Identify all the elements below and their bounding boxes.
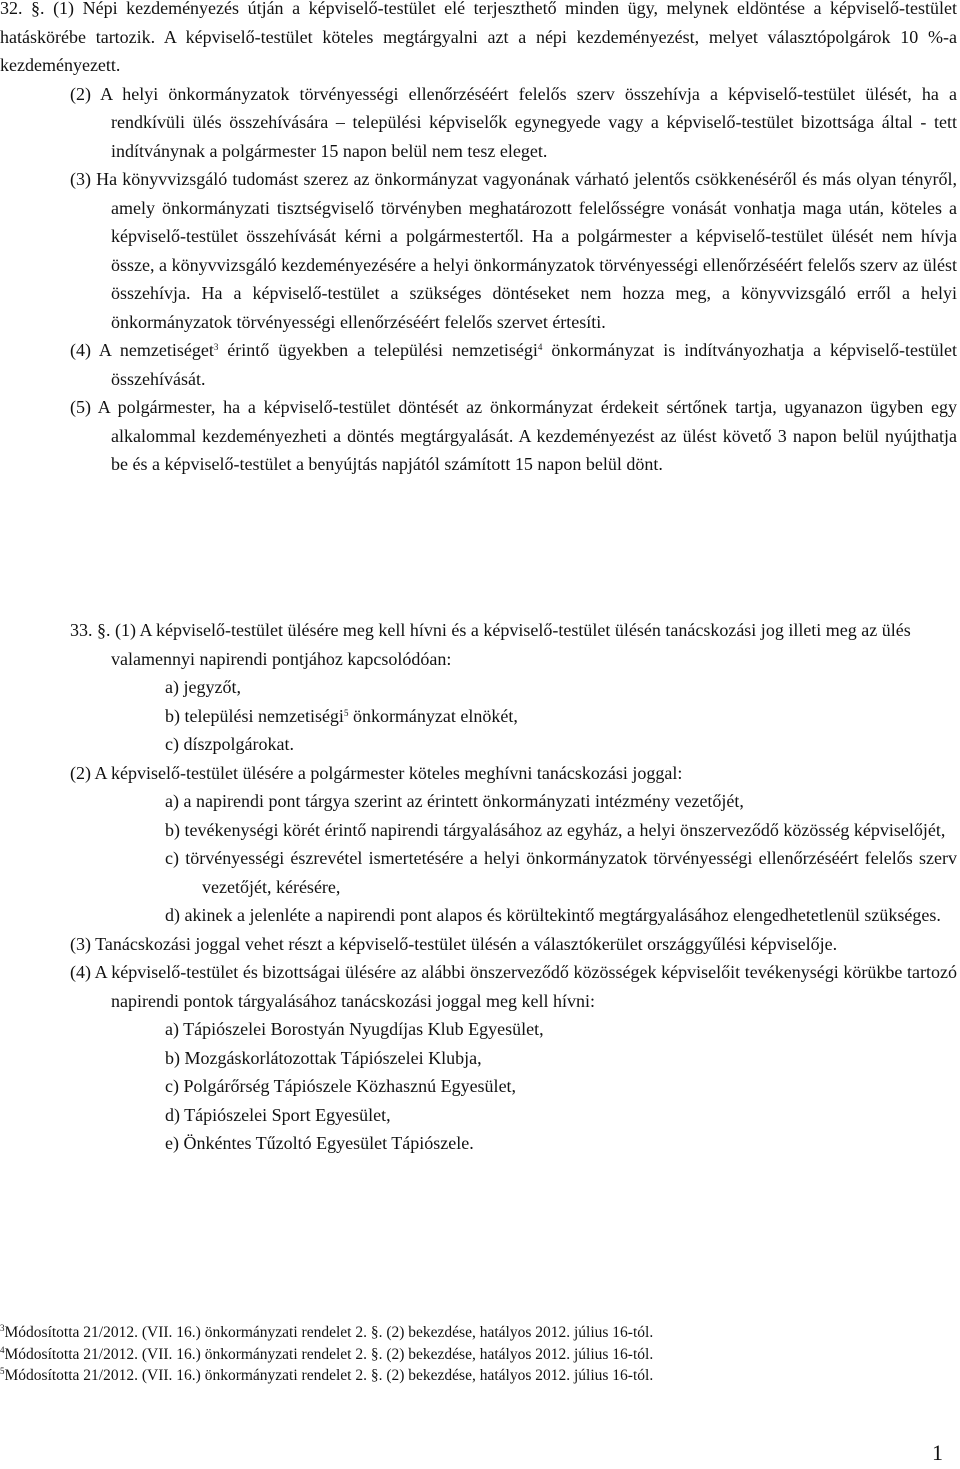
section-33-paragraph-1: 33. §. (1) A képviselő-testület ülésére meg kell hívni és a képviselő-testület ülésén tanácskozási jog illeti meg az ülés valamennyi napirendi pontjához kapcsolódóan: [70,620,911,669]
paragraph-4-text-b: érintő ügyekben a települési nemzetiségi [218,340,538,360]
footnote-text: Módosította 21/2012. (VII. 16.) önkormányzati rendelet 2. §. (2) bekezdése, hatályos 2012. július 16-tól. [4,1345,654,1363]
section-32 [0,0,957,479]
section-33-p2-item-a: a) a napirendi pont tárgya szerint az érintett önkormányzati intézmény vezetőjét, [165,791,744,811]
section-33-p4-item-a: a) Tápiószelei Borostyán Nyugdíjas Klub Egyesület, [165,1019,544,1039]
footnote-mark: 5 [0,1366,5,1376]
footnote-ref-4[interactable]: 4 [537,342,543,352]
section-33 [0,616,957,1158]
section-33-paragraph-4: (4) A képviselő-testület és bizottságai ülésére az alábbi önszerveződő közösségek képviselőit tevékenységi körükbe tartozó napirendi pontok tárgyalásához tanácskozási joggal meg kell hívni: [70,962,957,1011]
section-33-p2-item-c: c) törvényességi észrevétel ismertetésére a helyi önkormányzatok törvényességi ellenőrzéséért felelős szerv vezetőjét, kérésére, [165,848,957,897]
footnote-mark: 4 [0,1344,5,1355]
section-32-paragraph-5: (5) A polgármester, ha a képviselő-testület döntését az önkormányzat érdekeit sértőnek tartja, ugyanazon ügyben egy alkalommal kezdeményezheti a döntés megtárgyalását. A kezdeményezést az ülést követő 3 napon belül nyújthatja be és a képviselő-testület a benyújtás napjától számított 15 napon belül dönt. [70,397,957,474]
footnote-text: Módosította 21/2012. (VII. 16.) önkormányzati rendelet 2. §. (2) bekezdése, hatályos 2012. július 16-tól. [4,1324,654,1341]
section-33-p4-item-e: e) Önkéntes Tűzoltó Egyesület Tápiószele. [165,1133,474,1153]
section-33-p4-item-b: b) Mozgáskorlátozottak Tápiószelei Klubja, [165,1047,482,1068]
section-32-paragraph-2: (2) A helyi önkormányzatok törvényességi ellenőrzéséért felelős szerv összehívja a képviselő-testület ülését, ha a rendkívüli ülés összehívására – települési képviselők egynegyede vagy a képviselő-testület bizottsága által - tett indítványnak a polgármester 15 napon belül nem tesz eleget. [70,83,957,161]
page-number: 1 [932,1440,943,1465]
section-33-p2-item-d: d) akinek a jelenléte a napirendi pont alapos és körültekintő megtárgyalásához elengedhetetlenül szükséges. [165,905,941,925]
footnote-4 [0,1344,960,1366]
section-32-paragraph-4 [70,336,957,393]
section-33-paragraph-3: (3) Tanácskozási joggal vehet részt a képviselő-testület ülésén a választókerület országgyűlési képviselője. [70,933,838,954]
item-b-text-a: b) települési nemzetiségi [165,705,344,726]
section-32-paragraph-3: (3) Ha könyvvizsgáló tudomást szerez az önkormányzat vagyonának várható jelentős csökkenéséről és más olyan tényről, amely önkormányzati tisztségviselő törvényben meghatározott felelősségre vonását vonhatja maga után, köteles a képviselő-testület összehívását kérni a polgármestertől. Ha a polgármester a képviselő-testület ülését nem hívja össze, a könyvvizsgáló kezdeményezésére a helyi önkormányzatok törvényességi ellenőrzéséért felelős szerv az ülést összehívja. Ha a képviselő-testület a szükséges döntéseket nem hozza meg, a könyvvizsgáló erről a helyi önkormányzatok törvényességi ellenőrzéséért felelős szervet értesíti. [70,169,957,332]
footnote-3 [0,1322,960,1344]
section-33-p2-item-b: b) tevékenységi körét érintő napirendi tárgyalásához az egyház, a helyi önszerveződő közösség képviselőjét, [165,819,946,840]
item-b-text-b: önkormányzat elnökét, [348,705,518,726]
section-33-item-b [165,702,957,731]
section-33-p4-item-c: c) Polgárőrség Tápiószele Közhasznú Egyesület, [165,1076,517,1096]
footnotes [0,1322,960,1387]
paragraph-4-text-a: (4) A nemzetiséget [70,340,214,360]
footnote-text: Módosította 21/2012. (VII. 16.) önkormányzati rendelet 2. §. (2) bekezdése, hatályos 2012. július 16-tól. [4,1367,654,1384]
footnote-5 [0,1365,960,1387]
section-33-p4-item-d: d) Tápiószelei Sport Egyesület, [165,1104,391,1125]
section-33-item-a: a) jegyzőt, [165,677,241,697]
paragraph-4-text-c: önkormányzat is indítványozhatja a képviselő-testület összehívását. [111,340,957,389]
section-33-item-c: c) díszpolgárokat. [165,734,294,754]
footnote-mark: 3 [0,1323,5,1333]
footnote-ref-3[interactable]: 3 [213,342,219,352]
footnote-ref-5[interactable]: 5 [343,707,349,718]
section-32-paragraph-1: 32. §. (1) Népi kezdeményezés útján a képviselő-testület elé terjeszthető minden ügy, melynek eldöntése a képviselő-testület hatáskörébe tartozik. A képviselő-testület köteles megtárgyalni azt a népi kezdeményezést, melyet választópolgárok 10 %-a kezdeményezett. [0,0,957,75]
section-33-paragraph-2: (2) A képviselő-testület ülésére a polgármester köteles meghívni tanácskozási joggal: [70,762,683,783]
